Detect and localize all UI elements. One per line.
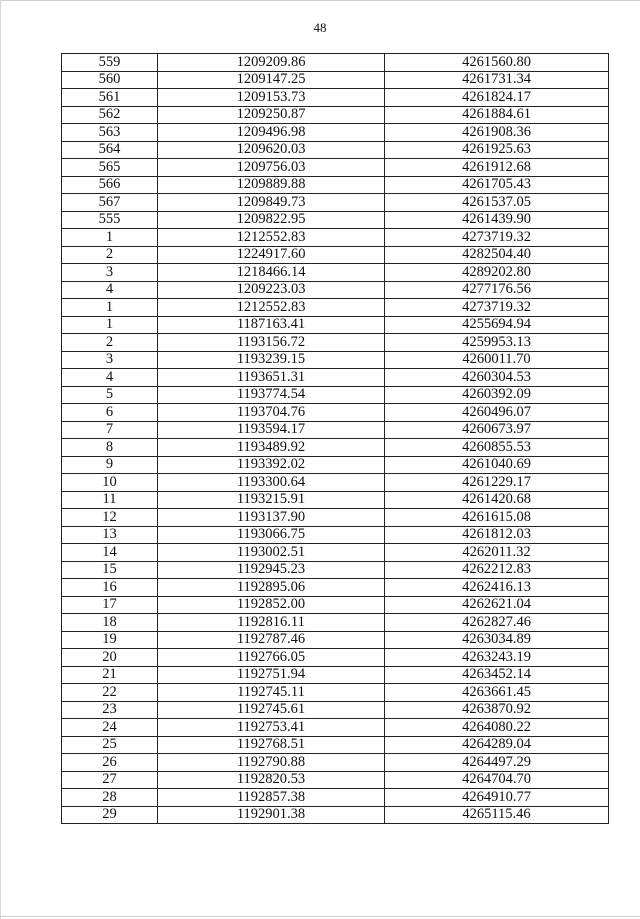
x-coordinate-cell: 1193300.64 bbox=[158, 474, 385, 492]
table-row bbox=[62, 719, 609, 737]
y-coordinate-cell: 4262011.32 bbox=[385, 544, 609, 562]
x-coordinate-cell: 1209153.73 bbox=[158, 89, 385, 107]
table-row bbox=[62, 404, 609, 422]
x-coordinate-cell: 1193215.91 bbox=[158, 491, 385, 509]
table-row bbox=[62, 141, 609, 159]
y-coordinate-cell: 4261912.68 bbox=[385, 159, 609, 177]
table-row bbox=[62, 334, 609, 352]
x-coordinate-cell: 1193002.51 bbox=[158, 544, 385, 562]
point-id-cell: 2 bbox=[62, 246, 158, 264]
x-coordinate-cell: 1193489.92 bbox=[158, 439, 385, 457]
x-coordinate-cell: 1212552.83 bbox=[158, 299, 385, 317]
table-row bbox=[62, 806, 609, 824]
x-coordinate-cell: 1193066.75 bbox=[158, 526, 385, 544]
table-row bbox=[62, 194, 609, 212]
y-coordinate-cell: 4260011.70 bbox=[385, 351, 609, 369]
x-coordinate-cell: 1192895.06 bbox=[158, 579, 385, 597]
point-id-cell: 559 bbox=[62, 54, 158, 72]
x-coordinate-cell: 1192766.05 bbox=[158, 649, 385, 667]
y-coordinate-cell: 4262827.46 bbox=[385, 614, 609, 632]
x-coordinate-cell: 1192745.61 bbox=[158, 701, 385, 719]
y-coordinate-cell: 4261229.17 bbox=[385, 474, 609, 492]
point-id-cell: 17 bbox=[62, 596, 158, 614]
point-id-cell: 561 bbox=[62, 89, 158, 107]
point-id-cell: 8 bbox=[62, 439, 158, 457]
point-id-cell: 2 bbox=[62, 334, 158, 352]
y-coordinate-cell: 4273719.32 bbox=[385, 299, 609, 317]
table-row bbox=[62, 614, 609, 632]
x-coordinate-cell: 1192787.46 bbox=[158, 631, 385, 649]
table-row bbox=[62, 124, 609, 142]
table-row bbox=[62, 316, 609, 334]
y-coordinate-cell: 4261908.36 bbox=[385, 124, 609, 142]
x-coordinate-cell: 1209147.25 bbox=[158, 71, 385, 89]
scan-edge-bottom bbox=[0, 916, 640, 917]
x-coordinate-cell: 1193774.54 bbox=[158, 386, 385, 404]
x-coordinate-cell: 1192790.88 bbox=[158, 754, 385, 772]
point-id-cell: 25 bbox=[62, 736, 158, 754]
y-coordinate-cell: 4259953.13 bbox=[385, 334, 609, 352]
table-row bbox=[62, 369, 609, 387]
point-id-cell: 27 bbox=[62, 771, 158, 789]
y-coordinate-cell: 4263661.45 bbox=[385, 684, 609, 702]
table-row bbox=[62, 701, 609, 719]
y-coordinate-cell: 4261812.03 bbox=[385, 526, 609, 544]
y-coordinate-cell: 4264497.29 bbox=[385, 754, 609, 772]
y-coordinate-cell: 4261439.90 bbox=[385, 211, 609, 229]
point-id-cell: 565 bbox=[62, 159, 158, 177]
table-row bbox=[62, 176, 609, 194]
x-coordinate-cell: 1193156.72 bbox=[158, 334, 385, 352]
table-row bbox=[62, 491, 609, 509]
table-row bbox=[62, 509, 609, 527]
y-coordinate-cell: 4261884.61 bbox=[385, 106, 609, 124]
point-id-cell: 563 bbox=[62, 124, 158, 142]
y-coordinate-cell: 4264289.04 bbox=[385, 736, 609, 754]
table-row bbox=[62, 386, 609, 404]
table-row bbox=[62, 771, 609, 789]
x-coordinate-cell: 1192852.00 bbox=[158, 596, 385, 614]
coordinates-table-body bbox=[62, 54, 609, 824]
table-row bbox=[62, 106, 609, 124]
coordinates-table bbox=[61, 53, 609, 824]
x-coordinate-cell: 1209223.03 bbox=[158, 281, 385, 299]
point-id-cell: 24 bbox=[62, 719, 158, 737]
point-id-cell: 4 bbox=[62, 281, 158, 299]
table-row bbox=[62, 544, 609, 562]
point-id-cell: 1 bbox=[62, 229, 158, 247]
x-coordinate-cell: 1192901.38 bbox=[158, 806, 385, 824]
table-row bbox=[62, 54, 609, 72]
page-number: 48 bbox=[313, 20, 327, 35]
point-id-cell: 19 bbox=[62, 631, 158, 649]
x-coordinate-cell: 1193594.17 bbox=[158, 421, 385, 439]
table-row bbox=[62, 526, 609, 544]
y-coordinate-cell: 4264080.22 bbox=[385, 719, 609, 737]
x-coordinate-cell: 1187163.41 bbox=[158, 316, 385, 334]
point-id-cell: 1 bbox=[62, 316, 158, 334]
x-coordinate-cell: 1193704.76 bbox=[158, 404, 385, 422]
x-coordinate-cell: 1192945.23 bbox=[158, 561, 385, 579]
y-coordinate-cell: 4261537.05 bbox=[385, 194, 609, 212]
point-id-cell: 10 bbox=[62, 474, 158, 492]
table-row bbox=[62, 299, 609, 317]
y-coordinate-cell: 4261615.08 bbox=[385, 509, 609, 527]
scan-edge-left bbox=[0, 0, 1, 919]
y-coordinate-cell: 4261420.68 bbox=[385, 491, 609, 509]
table-row bbox=[62, 684, 609, 702]
table-row bbox=[62, 474, 609, 492]
point-id-cell: 12 bbox=[62, 509, 158, 527]
table-row bbox=[62, 246, 609, 264]
table-row bbox=[62, 666, 609, 684]
y-coordinate-cell: 4264910.77 bbox=[385, 789, 609, 807]
y-coordinate-cell: 4260855.53 bbox=[385, 439, 609, 457]
point-id-cell: 564 bbox=[62, 141, 158, 159]
point-id-cell: 26 bbox=[62, 754, 158, 772]
y-coordinate-cell: 4262621.04 bbox=[385, 596, 609, 614]
x-coordinate-cell: 1212552.83 bbox=[158, 229, 385, 247]
y-coordinate-cell: 4255694.94 bbox=[385, 316, 609, 334]
y-coordinate-cell: 4263243.19 bbox=[385, 649, 609, 667]
point-id-cell: 567 bbox=[62, 194, 158, 212]
scan-edge-top bbox=[0, 0, 640, 1]
y-coordinate-cell: 4273719.32 bbox=[385, 229, 609, 247]
x-coordinate-cell: 1192745.11 bbox=[158, 684, 385, 702]
x-coordinate-cell: 1209250.87 bbox=[158, 106, 385, 124]
point-id-cell: 562 bbox=[62, 106, 158, 124]
y-coordinate-cell: 4277176.56 bbox=[385, 281, 609, 299]
table-row bbox=[62, 281, 609, 299]
y-coordinate-cell: 4282504.40 bbox=[385, 246, 609, 264]
point-id-cell: 5 bbox=[62, 386, 158, 404]
y-coordinate-cell: 4261040.69 bbox=[385, 456, 609, 474]
table-row bbox=[62, 754, 609, 772]
x-coordinate-cell: 1209849.73 bbox=[158, 194, 385, 212]
x-coordinate-cell: 1193651.31 bbox=[158, 369, 385, 387]
x-coordinate-cell: 1209496.98 bbox=[158, 124, 385, 142]
table-row bbox=[62, 596, 609, 614]
table-row bbox=[62, 71, 609, 89]
point-id-cell: 23 bbox=[62, 701, 158, 719]
x-coordinate-cell: 1192820.53 bbox=[158, 771, 385, 789]
table-row bbox=[62, 421, 609, 439]
point-id-cell: 20 bbox=[62, 649, 158, 667]
table-row bbox=[62, 579, 609, 597]
table-row bbox=[62, 736, 609, 754]
table-row bbox=[62, 351, 609, 369]
table-row bbox=[62, 264, 609, 282]
y-coordinate-cell: 4261705.43 bbox=[385, 176, 609, 194]
point-id-cell: 29 bbox=[62, 806, 158, 824]
point-id-cell: 560 bbox=[62, 71, 158, 89]
table-row bbox=[62, 89, 609, 107]
x-coordinate-cell: 1192816.11 bbox=[158, 614, 385, 632]
point-id-cell: 11 bbox=[62, 491, 158, 509]
x-coordinate-cell: 1193239.15 bbox=[158, 351, 385, 369]
y-coordinate-cell: 4260496.07 bbox=[385, 404, 609, 422]
x-coordinate-cell: 1209889.88 bbox=[158, 176, 385, 194]
point-id-cell: 4 bbox=[62, 369, 158, 387]
point-id-cell: 16 bbox=[62, 579, 158, 597]
x-coordinate-cell: 1218466.14 bbox=[158, 264, 385, 282]
y-coordinate-cell: 4262212.83 bbox=[385, 561, 609, 579]
x-coordinate-cell: 1192753.41 bbox=[158, 719, 385, 737]
point-id-cell: 18 bbox=[62, 614, 158, 632]
table-row bbox=[62, 229, 609, 247]
table-row bbox=[62, 561, 609, 579]
point-id-cell: 14 bbox=[62, 544, 158, 562]
x-coordinate-cell: 1209209.86 bbox=[158, 54, 385, 72]
y-coordinate-cell: 4265115.46 bbox=[385, 806, 609, 824]
y-coordinate-cell: 4261731.34 bbox=[385, 71, 609, 89]
x-coordinate-cell: 1209620.03 bbox=[158, 141, 385, 159]
y-coordinate-cell: 4262416.13 bbox=[385, 579, 609, 597]
table-row bbox=[62, 456, 609, 474]
y-coordinate-cell: 4263452.14 bbox=[385, 666, 609, 684]
point-id-cell: 13 bbox=[62, 526, 158, 544]
point-id-cell: 21 bbox=[62, 666, 158, 684]
y-coordinate-cell: 4261824.17 bbox=[385, 89, 609, 107]
x-coordinate-cell: 1193392.02 bbox=[158, 456, 385, 474]
y-coordinate-cell: 4260673.97 bbox=[385, 421, 609, 439]
y-coordinate-cell: 4289202.80 bbox=[385, 264, 609, 282]
y-coordinate-cell: 4263034.89 bbox=[385, 631, 609, 649]
point-id-cell: 6 bbox=[62, 404, 158, 422]
x-coordinate-cell: 1224917.60 bbox=[158, 246, 385, 264]
y-coordinate-cell: 4264704.70 bbox=[385, 771, 609, 789]
point-id-cell: 3 bbox=[62, 264, 158, 282]
x-coordinate-cell: 1209822.95 bbox=[158, 211, 385, 229]
point-id-cell: 1 bbox=[62, 299, 158, 317]
y-coordinate-cell: 4260304.53 bbox=[385, 369, 609, 387]
table-row bbox=[62, 439, 609, 457]
table-row bbox=[62, 789, 609, 807]
point-id-cell: 3 bbox=[62, 351, 158, 369]
x-coordinate-cell: 1209756.03 bbox=[158, 159, 385, 177]
x-coordinate-cell: 1193137.90 bbox=[158, 509, 385, 527]
y-coordinate-cell: 4261560.80 bbox=[385, 54, 609, 72]
table-row bbox=[62, 211, 609, 229]
point-id-cell: 7 bbox=[62, 421, 158, 439]
point-id-cell: 9 bbox=[62, 456, 158, 474]
point-id-cell: 22 bbox=[62, 684, 158, 702]
point-id-cell: 28 bbox=[62, 789, 158, 807]
y-coordinate-cell: 4260392.09 bbox=[385, 386, 609, 404]
table-row bbox=[62, 631, 609, 649]
point-id-cell: 566 bbox=[62, 176, 158, 194]
point-id-cell: 555 bbox=[62, 211, 158, 229]
table-row bbox=[62, 649, 609, 667]
y-coordinate-cell: 4261925.63 bbox=[385, 141, 609, 159]
y-coordinate-cell: 4263870.92 bbox=[385, 701, 609, 719]
x-coordinate-cell: 1192751.94 bbox=[158, 666, 385, 684]
x-coordinate-cell: 1192857.38 bbox=[158, 789, 385, 807]
x-coordinate-cell: 1192768.51 bbox=[158, 736, 385, 754]
table-row bbox=[62, 159, 609, 177]
point-id-cell: 15 bbox=[62, 561, 158, 579]
